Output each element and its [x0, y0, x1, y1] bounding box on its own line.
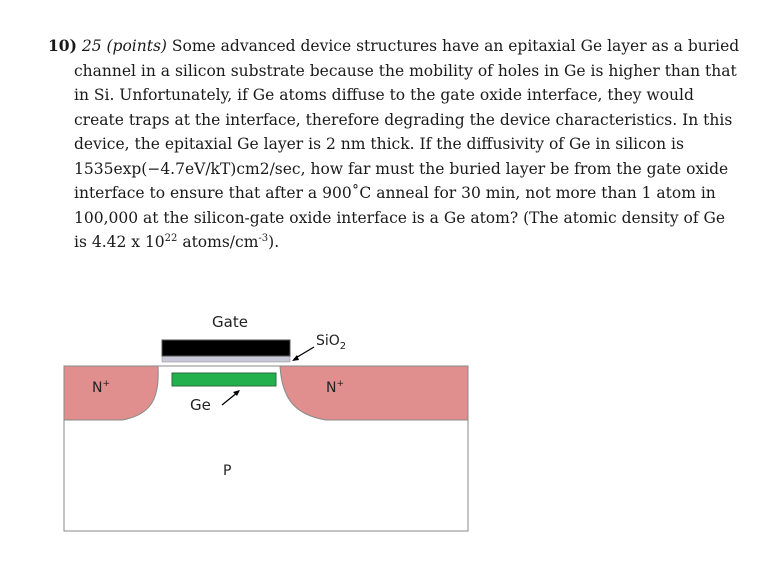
problem-text-line: 100,000 at the silicon-gate oxide interface is a Ge atom? (The atomic density of Ge — [74, 208, 726, 227]
substrate-label: P — [223, 463, 232, 479]
device-cross-section-diagram — [0, 300, 760, 561]
problem-text-line: create traps at the interface, therefore degrading the device characteristics. In this — [74, 110, 733, 129]
problem-points: 25 (points) — [81, 37, 167, 55]
n-plus-label-right: N+ — [326, 379, 345, 396]
density-unit-exponent: -3 — [258, 233, 269, 244]
problem-text-line: 1535exp(−4.7eV/kT)cm2/sec, how far must the buried layer be from the gate oxide — [74, 159, 729, 178]
n-plus-region-right — [280, 366, 468, 420]
density-unit: atoms/cm — [177, 233, 259, 251]
problem-text-line: device, the epitaxial Ge layer is 2 nm thick. If the diffusivity of Ge in silicon is — [74, 135, 684, 153]
problem-text-line: in Si. Unfortunately, if Ge atoms diffuse to the gate oxide interface, they would — [74, 86, 694, 104]
n-plus-label-left: N+ — [92, 379, 111, 396]
n-plus-region-left — [64, 366, 158, 420]
problem-statement — [48, 34, 740, 255]
density-exponent: 22 — [164, 233, 178, 244]
problem-number: 10) — [48, 36, 77, 55]
gate-label: Gate — [212, 313, 248, 331]
gate-oxide — [162, 356, 290, 362]
density-text: is 4.42 x 10 — [74, 233, 165, 251]
density-close: ). — [268, 233, 280, 251]
gate-electrode — [162, 340, 290, 356]
problem-text-line: channel in a silicon substrate because the mobility of holes in Ge is higher than that — [74, 61, 737, 80]
problem-line-1 — [48, 34, 740, 59]
problem-text-line-last — [48, 230, 728, 255]
ge-label: Ge — [190, 396, 211, 414]
problem-text-line: interface to ensure that after a 900˚C anneal for 30 min, not more than 1 atom in — [74, 184, 716, 202]
oxide-label: SiO$_2$ — [316, 333, 347, 352]
ge-buried-layer — [172, 373, 276, 386]
problem-text-line: Some advanced device structures have an epitaxial Ge layer as a buried — [171, 37, 740, 55]
